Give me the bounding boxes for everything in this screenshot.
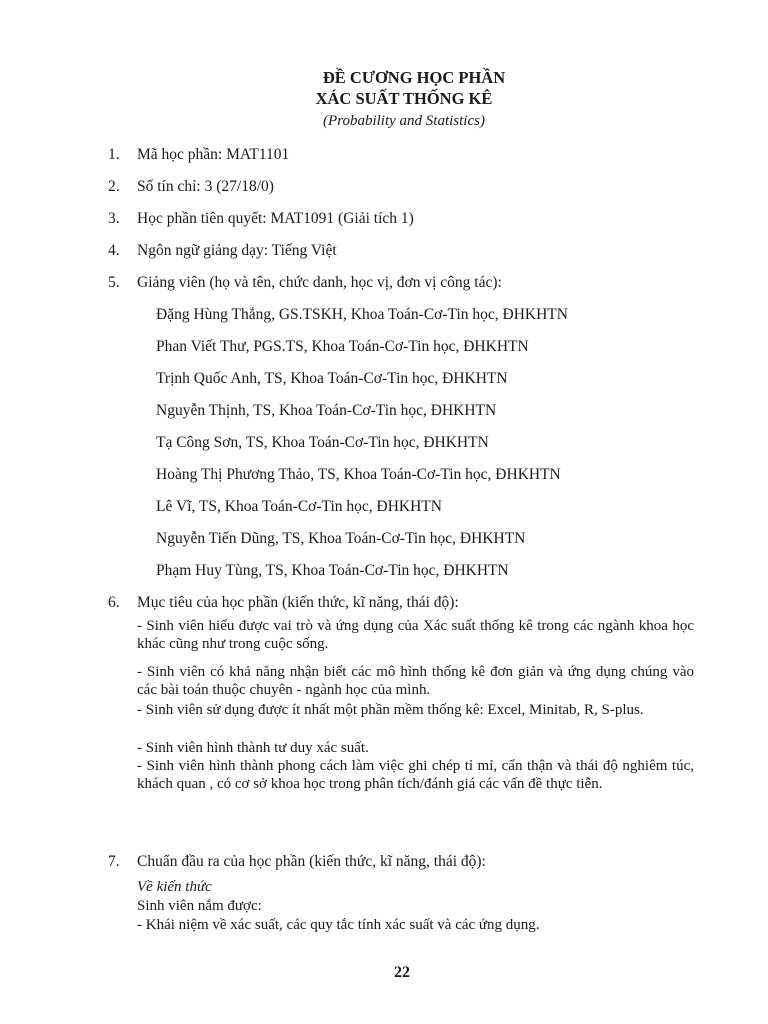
- item-text: Số tín chỉ: 3 (27/18/0): [137, 178, 274, 195]
- item-number: 2.: [108, 178, 120, 195]
- item-text: Mục tiêu của học phần (kiến thức, kĩ năng, thái độ):: [137, 594, 459, 611]
- item-number: 1.: [108, 146, 120, 163]
- lecturer-entry: Hoàng Thị Phương Thảo, TS, Khoa Toán-Cơ-Tin học, ĐHKHTN: [156, 466, 561, 483]
- course-subtitle: (Probability and Statistics): [323, 113, 485, 129]
- list-item-credits: [108, 178, 274, 196]
- list-item-prerequisite: [108, 210, 414, 228]
- lecturer-entry: Trịnh Quốc Anh, TS, Khoa Toán-Cơ-Tin học, ĐHKHTN: [156, 370, 508, 387]
- item-text: Học phần tiên quyết: MAT1091 (Giải tích 1): [137, 210, 414, 227]
- objective-paragraph: - Sinh viên hiểu được vai trò và ứng dụng của Xác suất thống kê trong các ngành khoa học khác cũng như trong cuộc sống.: [137, 618, 694, 652]
- document-title: ĐỀ CƯƠNG HỌC PHẦN: [322, 68, 506, 87]
- outcome-line: - Khái niệm về xác suất, các quy tắc tính xác suất và các ứng dụng.: [137, 917, 540, 933]
- lecturer-entry: Phạm Huy Tùng, TS, Khoa Toán-Cơ-Tin học, ĐHKHTN: [156, 562, 509, 579]
- item-text: Chuẩn đầu ra của học phần (kiến thức, kĩ năng, thái độ):: [137, 853, 486, 870]
- outcomes-heading: Về kiến thức: [137, 879, 212, 895]
- lecturer-entry: Nguyễn Thịnh, TS, Khoa Toán-Cơ-Tin học, ĐHKHTN: [156, 402, 497, 419]
- list-item-outcomes: [108, 853, 486, 871]
- lecturer-entry: Nguyễn Tiến Dũng, TS, Khoa Toán-Cơ-Tin học, ĐHKHTN: [156, 530, 526, 547]
- list-item-language: [108, 242, 337, 260]
- course-title: XÁC SUẤT THỐNG KÊ: [315, 89, 493, 108]
- lecturer-entry: Lê Vĩ, TS, Khoa Toán-Cơ-Tin học, ĐHKHTN: [156, 498, 442, 515]
- objective-paragraph: - Sinh viên hình thành phong cách làm việc ghi chép tỉ mỉ, cẩn thận và thái độ nghiêm túc, khách quan , có cơ sở khoa học trong phân tích/đánh giá các vấn đề thực tiễn.: [137, 758, 694, 792]
- item-number: 4.: [108, 242, 120, 259]
- item-text: Ngôn ngữ giảng dạy: Tiếng Việt: [137, 242, 337, 259]
- item-text: Mã học phần: MAT1101: [137, 146, 290, 163]
- list-item-course-code: [108, 146, 289, 164]
- objective-paragraph: - Sinh viên có khả năng nhận biết các mô hình thống kê đơn giản và ứng dụng chúng vào các bài toán thuộc chuyên - ngành học của mình.: [137, 664, 694, 698]
- lecturer-entry: Phan Viết Thư, PGS.TS, Khoa Toán-Cơ-Tin học, ĐHKHTN: [156, 338, 529, 355]
- item-number: 6.: [108, 594, 120, 611]
- item-text: Giảng viên (họ và tên, chức danh, học vị, đơn vị công tác):: [137, 274, 502, 291]
- outcomes-intro: Sinh viên nắm được:: [137, 898, 262, 914]
- item-number: 3.: [108, 210, 120, 227]
- lecturer-entry: Đặng Hùng Thắng, GS.TSKH, Khoa Toán-Cơ-Tin học, ĐHKHTN: [156, 306, 568, 323]
- lecturer-entry: Tạ Công Sơn, TS, Khoa Toán-Cơ-Tin học, ĐHKHTN: [156, 434, 489, 451]
- list-item-lecturers: [108, 274, 502, 292]
- list-item-objectives: [108, 594, 459, 612]
- page-number: 22: [394, 964, 410, 981]
- objective-paragraph: - Sinh viên hình thành tư duy xác suất.: [137, 740, 369, 756]
- item-number: 7.: [108, 853, 120, 870]
- objective-paragraph: - Sinh viên sử dụng được ít nhất một phần mềm thống kê: Excel, Minitab, R, S-plus.: [137, 702, 644, 718]
- item-number: 5.: [108, 274, 120, 291]
